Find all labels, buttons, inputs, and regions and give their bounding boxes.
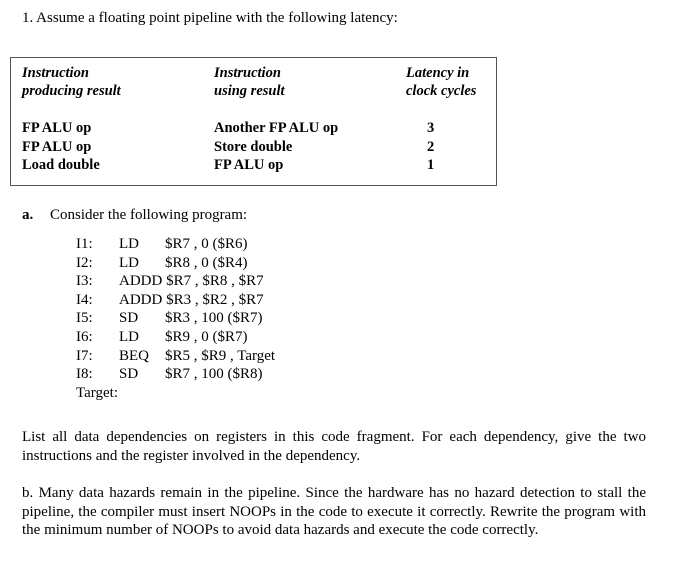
line-label: I1: bbox=[76, 236, 93, 252]
line-args: $R3 , 100 ($R7) bbox=[165, 310, 263, 327]
program-line bbox=[76, 291, 275, 310]
header-line: using result bbox=[214, 83, 285, 99]
table-cell: FP ALU op bbox=[22, 120, 92, 136]
table-cell: 3 bbox=[427, 120, 435, 136]
table-cell: Store double bbox=[214, 138, 293, 155]
header-producing bbox=[22, 64, 121, 100]
table-cell: FP ALU op bbox=[214, 157, 284, 173]
part-a-marker: a. bbox=[22, 207, 34, 223]
line-label: I3: bbox=[76, 273, 93, 290]
program-line bbox=[76, 365, 275, 384]
line-label: I6: bbox=[76, 328, 93, 345]
line-label: I4: bbox=[76, 291, 93, 308]
line-args: $R3 , $R2 , $R7 bbox=[166, 291, 264, 308]
line-args: $R7 , 100 ($R8) bbox=[165, 366, 263, 383]
line-args: $R8 , 0 ($R4) bbox=[165, 254, 248, 271]
part-a-text: Consider the following program: bbox=[50, 207, 248, 223]
latency-table bbox=[10, 57, 497, 186]
line-label: I2: bbox=[76, 254, 93, 271]
line-label: I7: bbox=[76, 347, 93, 364]
part-b-question: b. Many data hazards remain in the pipeline. Since the hardware has no hazard detection to stall the pipeline, the compiler must insert NOOPs in the code to execute it correctly. Rewrite the program with the minimum number of NOOPs to avoid data hazards and execute the code correctly. bbox=[22, 485, 646, 538]
line-op: SD bbox=[119, 310, 139, 327]
program-line bbox=[76, 347, 275, 366]
question-title: 1. Assume a floating point pipeline with the following latency: bbox=[22, 10, 398, 26]
header-line: clock cycles bbox=[406, 83, 477, 99]
line-op: LD bbox=[119, 236, 139, 252]
target-label: Target: bbox=[76, 384, 118, 401]
line-op: ADDD bbox=[119, 273, 163, 290]
line-op: LD bbox=[119, 328, 139, 345]
line-label: I5: bbox=[76, 310, 93, 327]
line-args: $R9 , 0 ($R7) bbox=[165, 328, 248, 345]
header-line: producing result bbox=[22, 83, 121, 99]
table-cell: FP ALU op bbox=[22, 138, 92, 155]
line-op: BEQ bbox=[119, 347, 149, 364]
header-line: Instruction bbox=[214, 65, 281, 81]
program-listing bbox=[76, 235, 275, 402]
program-line bbox=[76, 272, 275, 291]
column-using bbox=[214, 119, 338, 175]
part-a-question: List all data dependencies on registers in this code fragment. For each dependency, give the two instructions and the register involved in the dependency. bbox=[22, 429, 646, 464]
program-line bbox=[76, 309, 275, 328]
column-producing bbox=[22, 119, 100, 175]
line-op: ADDD bbox=[119, 291, 163, 308]
table-cell: 2 bbox=[427, 138, 435, 155]
line-op: LD bbox=[119, 254, 139, 271]
program-line bbox=[76, 328, 275, 347]
program-line bbox=[76, 235, 275, 254]
line-label: I8: bbox=[76, 366, 93, 383]
table-cell: Another FP ALU op bbox=[214, 120, 339, 136]
header-latency bbox=[406, 64, 476, 100]
line-args: $R7 , 0 ($R6) bbox=[165, 236, 248, 252]
line-args: $R7 , $R8 , $R7 bbox=[166, 273, 264, 290]
line-op: SD bbox=[119, 366, 139, 383]
header-line: Instruction bbox=[22, 65, 89, 81]
line-args: $R5 , $R9 , Target bbox=[165, 347, 276, 364]
header-line: Latency in bbox=[406, 65, 470, 81]
column-latency bbox=[427, 119, 434, 175]
program-line bbox=[76, 254, 275, 273]
table-cell: 1 bbox=[427, 157, 435, 173]
table-cell: Load double bbox=[22, 157, 100, 173]
header-using bbox=[214, 64, 285, 100]
